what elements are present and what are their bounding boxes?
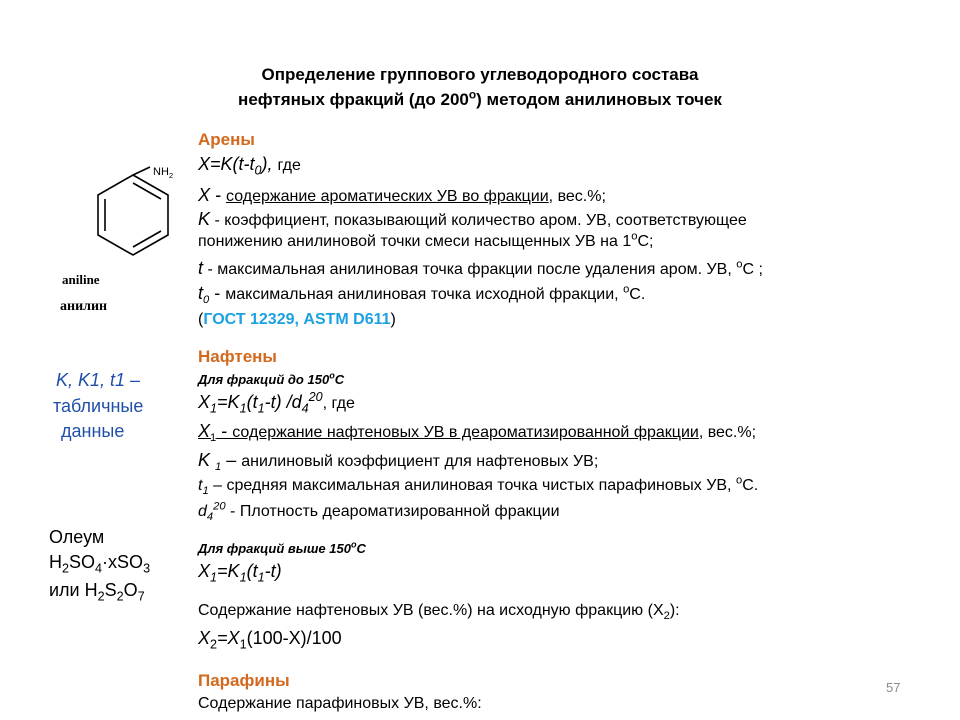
pyrosulfuric-formula: или $H_2S_2O_7$	[49, 580, 145, 604]
title-line-2: нефтяных фракций (до $200^о$) методом анилиновых точек	[238, 87, 722, 109]
naphthenes-subheading-150: Для фракций до $150^оС$	[198, 370, 345, 387]
side-note-line-1: K, K1, t1 –	[56, 370, 141, 390]
amine-group-label: $NH_2$	[153, 166, 174, 181]
title-line-1: Определение группового углеводородного состава	[261, 65, 699, 84]
naphthenes-x1-definition: $X_1$ - содержание нафтеновых УВ в деароматизированной фракции, вес.%;	[198, 421, 757, 445]
benzene-ring	[98, 175, 168, 255]
naphthenes-density-definition: $d_4^{20}$ - Плотность деароматизированной фракции	[198, 500, 560, 524]
arenes-formula: $X=K(t-t_0)$, где	[198, 154, 301, 178]
paraffins-heading: Парафины	[198, 671, 290, 690]
molecule-name-ru: анилин	[60, 299, 108, 314]
naphthenes-formula-1: $X_1=K_1(t_1-t)$ $/d_4^{20}$, где	[198, 390, 355, 416]
naphthenes-subheading-above-150: Для фракций выше $150^оС$	[198, 539, 366, 556]
arenes-heading: Арены	[198, 130, 255, 149]
paraffins-content-line: Содержание парафиновых УВ, вес.%:	[198, 695, 482, 712]
oleum-formula: $H_2SO_4\cdot xSO_3$	[49, 552, 151, 576]
arenes-t-definition: t - максимальная анилиновая точка фракции после удаления аром. УВ, $^о$С ;	[198, 258, 763, 278]
double-bond	[133, 183, 161, 199]
naphthenes-formula-2: $X_1=K_1(t_1-t)$	[198, 561, 282, 585]
arenes-k-definition-cont: понижению анилиновой точки смеси насыщенных УВ на $1^оС$;	[198, 230, 654, 250]
naphthenes-formula-3: $X_2=X_1(100-X)/100$	[198, 628, 342, 652]
molecule-name-en: aniline	[62, 272, 100, 287]
arenes-k-definition: K - коэффициент, показывающий количество аром. УВ, соответствующее	[198, 209, 747, 229]
amine-bond	[133, 167, 150, 175]
naphthenes-k1-definition: K $_1$ – анилиновый коэффициент для нафтеновых УВ;	[198, 450, 599, 474]
oleum-label: Олеум	[49, 527, 105, 547]
aniline-structure-diagram	[40, 150, 200, 260]
double-bond	[133, 231, 161, 247]
arenes-x-definition: X - содержание ароматических УВ во фракции, вес.%;	[198, 185, 606, 205]
side-note-line-3: данные	[61, 421, 125, 441]
page-number: 57	[886, 680, 901, 695]
side-note-line-2: табличные	[53, 396, 144, 416]
arenes-standards: (ГОСТ 12329, ASTM D611)	[198, 311, 396, 328]
naphthenes-heading: Нафтены	[198, 347, 277, 366]
arenes-t0-definition: $t_0$ - максимальная анилиновая точка исходной фракции, $^о$С.	[198, 283, 646, 307]
naphthenes-content-line: Содержание нафтеновых УВ (вес.%) на исходную фракцию $(X_2)$:	[198, 602, 680, 623]
naphthenes-t1-definition: $t_1$ – средняя максимальная анилиновая точка чистых парафиновых УВ, $^о$С.	[198, 474, 759, 498]
